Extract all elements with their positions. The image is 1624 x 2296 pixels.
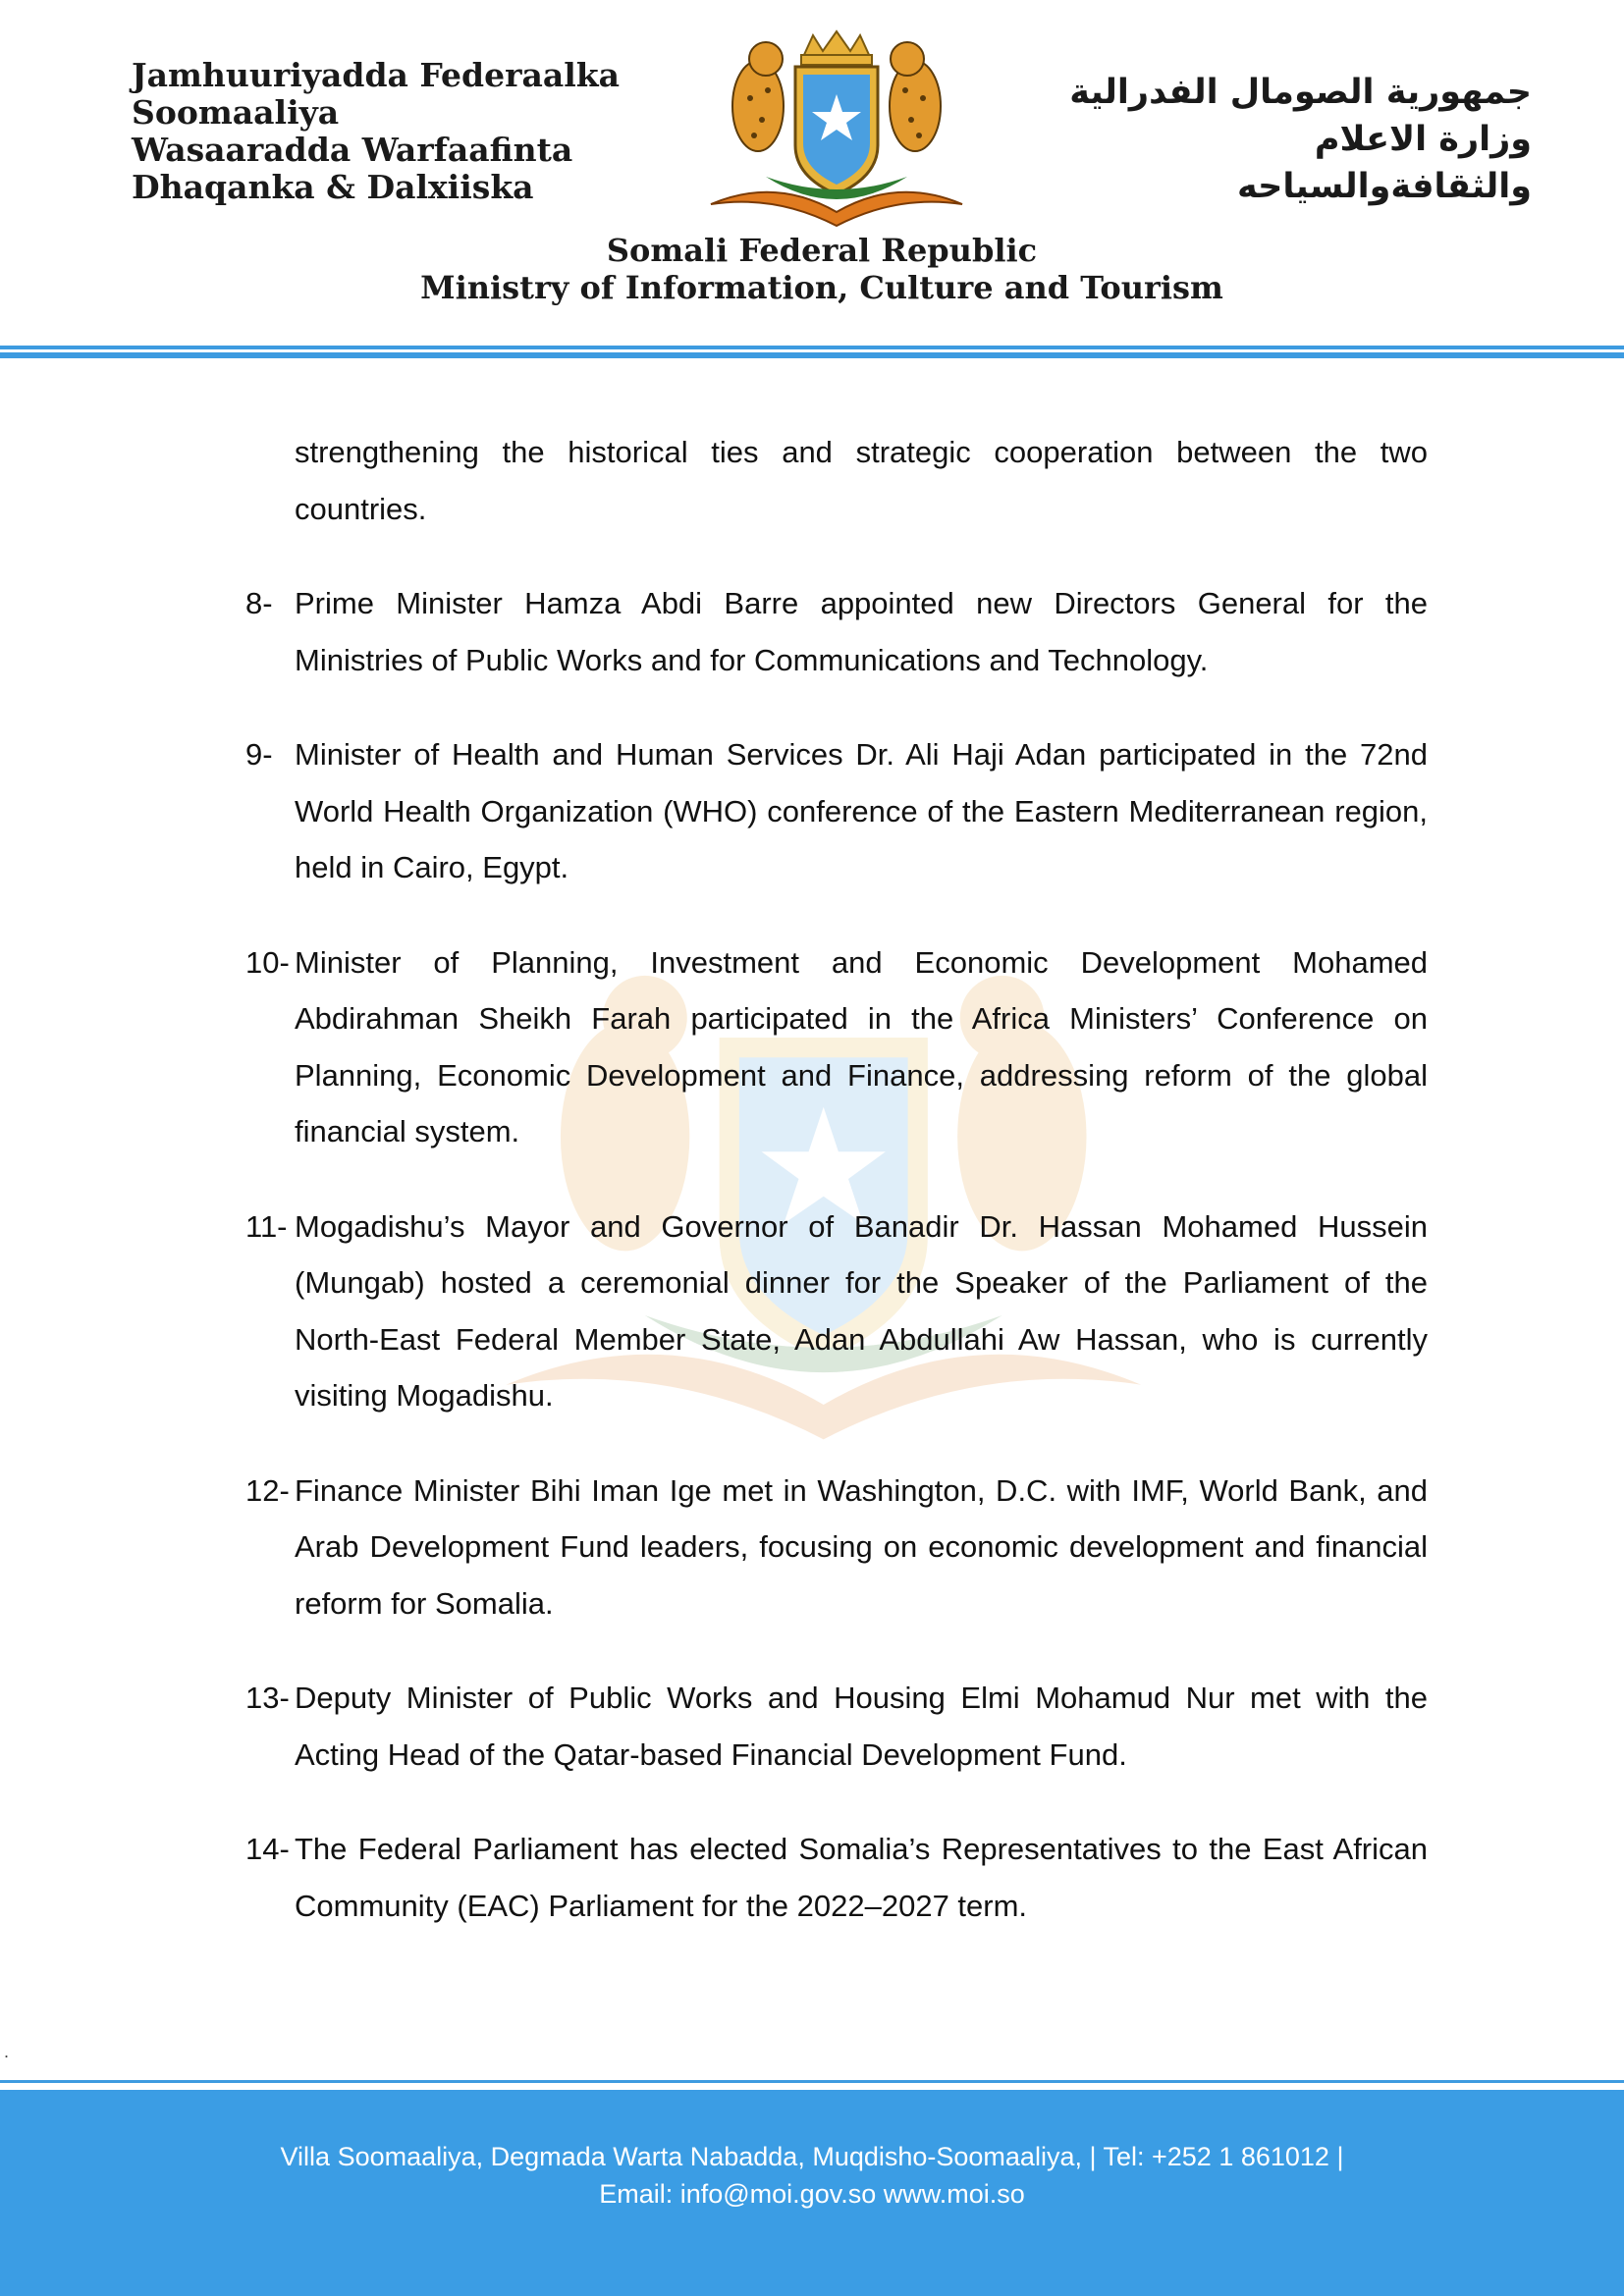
footer <box>0 2090 1624 2296</box>
somali-header-line: Dhaqanka & Dalxiiska <box>132 168 534 206</box>
list-item-number: 14- <box>245 1832 290 1866</box>
list-item <box>245 1463 1428 1632</box>
stray-mark: . <box>4 2042 10 2061</box>
list-item-number: 8- <box>245 586 273 620</box>
list-item-text: Deputy Minister of Public Works and Housing Elmi Mohamud Nur met with the Acting Head of the Qatar-based Financial Development Fund. <box>295 1681 1428 1772</box>
continuation-paragraph: strengthening the historical ties and strategic cooperation between the two countries. <box>295 435 1428 526</box>
list-item-text: Minister of Planning, Investment and Economic Development Mohamed Abdirahman Sheikh Farah participated in the Africa Ministers’ Conference on Planning, Economic Development and Finance, addressing reform of the global financial system. <box>295 944 1428 1148</box>
list-item-number: 9- <box>245 737 273 772</box>
list-item-text: The Federal Parliament has elected Somalia’s Representatives to the East African Community (EAC) Parliament for the 2022–2027 term. <box>295 1832 1428 1923</box>
footer-address: Villa Soomaaliya, Degmada Warta Nabadda, Muqdisho-Soomaaliya, | Tel: +252 1 861012 | <box>280 2142 1344 2171</box>
list-item-number: 11- <box>245 1208 288 1244</box>
list-item <box>245 575 1428 688</box>
english-header <box>0 232 1624 306</box>
list-item-text: Mogadishu’s Mayor and Governor of Banadir Dr. Hassan Mohamed Hussein (Mungab) hosted a ceremonial dinner for the Speaker of the Parliament of the North-East Federal Member State, Adan Abdullahi Aw Hassan, who is currently visiting Mogadishu. <box>295 1208 1428 1413</box>
somali-header-line: Jamhuuriyadda Federaalka <box>132 56 621 94</box>
somali-header-line: Wasaaradda Warfaafinta <box>132 131 573 169</box>
arabic-header-line: والثقافةوالسياحه <box>1236 167 1532 206</box>
list-item-text: Finance Minister Bihi Iman Ige met in Washington, D.C. with IMF, World Bank, and Arab Development Fund leaders, focusing on economic development and financial reform for Somalia. <box>295 1472 1428 1621</box>
arabic-header-line: جمهورية الصومال الفدرالية <box>1069 73 1532 112</box>
list-item <box>245 1670 1428 1783</box>
somali-header <box>132 57 620 206</box>
list-item-text: Prime Minister Hamza Abdi Barre appointed new Directors General for the Ministries of Public Works and for Communications and Technology. <box>295 586 1428 677</box>
english-header-title: Somali Federal Republic <box>606 232 1038 269</box>
somalia-coat-of-arms-icon <box>697 29 977 231</box>
footer-divider <box>0 2080 1624 2083</box>
somali-header-line: Soomaaliya <box>132 93 340 132</box>
document-body <box>245 424 1428 1972</box>
list-item <box>245 1199 1428 1424</box>
header-divider <box>0 352 1624 358</box>
header-divider <box>0 346 1624 349</box>
footer-contact: Email: info@moi.gov.so www.moi.so <box>599 2179 1025 2209</box>
arabic-header <box>982 69 1532 210</box>
list-item <box>245 934 1428 1160</box>
list-item-number: 10- <box>245 944 290 980</box>
english-header-subtitle: Ministry of Information, Culture and Tourism <box>420 269 1223 306</box>
arabic-header-line: وزارة الاعلام <box>1314 120 1532 159</box>
list-item-number: 12- <box>245 1472 290 1508</box>
list-item-number: 13- <box>245 1681 290 1715</box>
list-item <box>245 1821 1428 1934</box>
list-item <box>245 726 1428 896</box>
list-item-text: Minister of Health and Human Services Dr. Ali Haji Adan participated in the 72nd World Health Organization (WHO) conference of the Eastern Mediterranean region, held in Cairo, Egypt. <box>295 737 1428 884</box>
